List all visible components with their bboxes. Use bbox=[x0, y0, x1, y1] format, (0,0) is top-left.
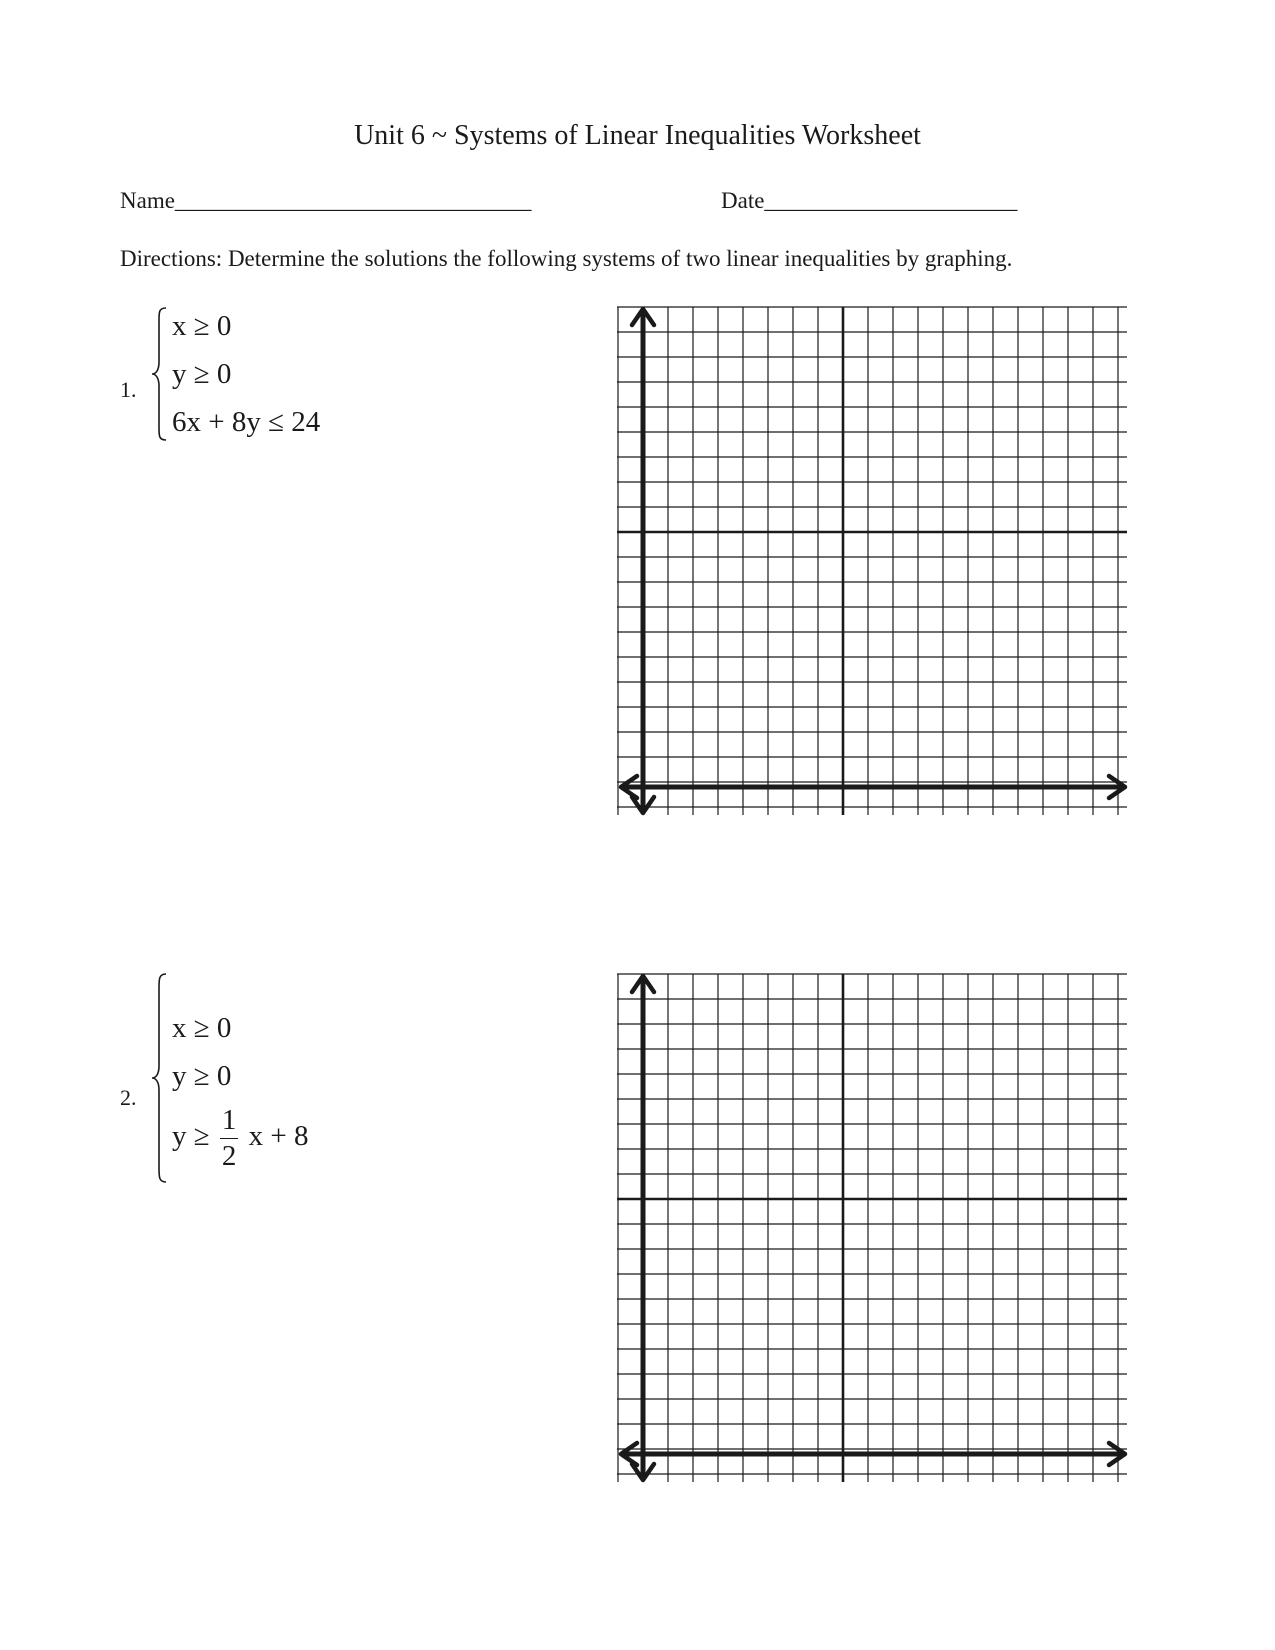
directions: Directions: Determine the solutions the following systems of two linear inequalities by graphing. bbox=[120, 246, 1013, 271]
problem-number: 1. bbox=[120, 377, 137, 402]
problem-number: 2. bbox=[120, 1085, 137, 1110]
inequality-2c bbox=[172, 1106, 309, 1171]
page-title: Unit 6 ~ Systems of Linear Inequalities Worksheet bbox=[354, 120, 921, 151]
name-field[interactable]: Name_______________________________ bbox=[120, 188, 532, 213]
inequality-1b: y ≥ 0 bbox=[172, 358, 232, 390]
inequality-2a: x ≥ 0 bbox=[172, 1012, 232, 1044]
fraction-one-half bbox=[220, 1106, 239, 1171]
inequality-1c: 6x + 8y ≤ 24 bbox=[172, 406, 321, 438]
inequality-1a: x ≥ 0 bbox=[172, 310, 232, 342]
inequality-2c-suffix: x + 8 bbox=[248, 1120, 309, 1153]
left-brace bbox=[150, 306, 172, 442]
fraction-numerator: 1 bbox=[220, 1106, 239, 1139]
inequality-2b: y ≥ 0 bbox=[172, 1060, 232, 1092]
inequality-2c-prefix: y ≥ bbox=[172, 1120, 210, 1153]
left-brace bbox=[150, 972, 172, 1184]
coordinate-grid-1[interactable] bbox=[617, 305, 1129, 817]
coordinate-grid-2[interactable] bbox=[617, 972, 1129, 1484]
date-field[interactable]: Date______________________ bbox=[721, 188, 1018, 213]
fraction-denominator: 2 bbox=[221, 1140, 237, 1172]
